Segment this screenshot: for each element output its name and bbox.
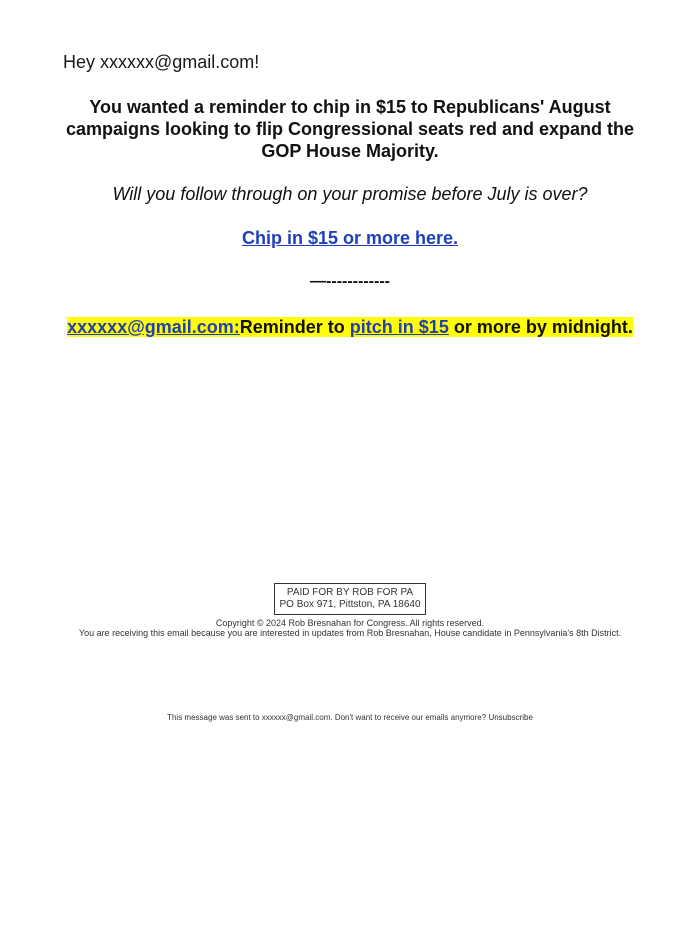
copyright-text: Copyright © 2024 Rob Bresnahan for Congress. All rights reserved. (215, 618, 485, 628)
greeting: Hey xxxxxx@gmail.com! (63, 52, 260, 72)
paid-for-label: PAID FOR BY ROB FOR PA (286, 587, 414, 598)
reminder-line (0, 316, 700, 338)
sent-to-text: This message was sent to xxxxxx@gmail.com. Don't want to receive our emails anymore? (167, 713, 487, 722)
paid-for-box (274, 583, 426, 615)
footer-notice (0, 618, 700, 638)
pitch-in-link[interactable]: pitch in $15 (349, 317, 449, 337)
headline: You wanted a reminder to chip in $15 to Republicans' August campaigns looking to flip Congressional seats red and expand the GOP House Majority. (65, 97, 635, 161)
divider: —------------ (310, 273, 390, 290)
receiving-notice: You are receiving this email because you are interested in updates from Rob Bresnahan, House candidate in Pennsylvania's 8th District. (78, 628, 622, 638)
unsubscribe-link[interactable]: Unsubscribe (488, 713, 533, 722)
paid-for-address: PO Box 971, Pittston, PA 18640 (279, 599, 421, 610)
reminder-text-before: Reminder to (239, 317, 350, 337)
recipient-email-link[interactable]: xxxxxx@gmail.com: (67, 317, 240, 337)
reminder-text-after: or more by midnight. (448, 317, 633, 337)
reminder-highlight (67, 317, 633, 337)
chip-in-link[interactable]: Chip in $15 or more here. (241, 228, 459, 248)
question-text: Will you follow through on your promise before July is over? (112, 184, 588, 204)
cta-container (50, 228, 650, 249)
sent-to-line (0, 713, 700, 722)
